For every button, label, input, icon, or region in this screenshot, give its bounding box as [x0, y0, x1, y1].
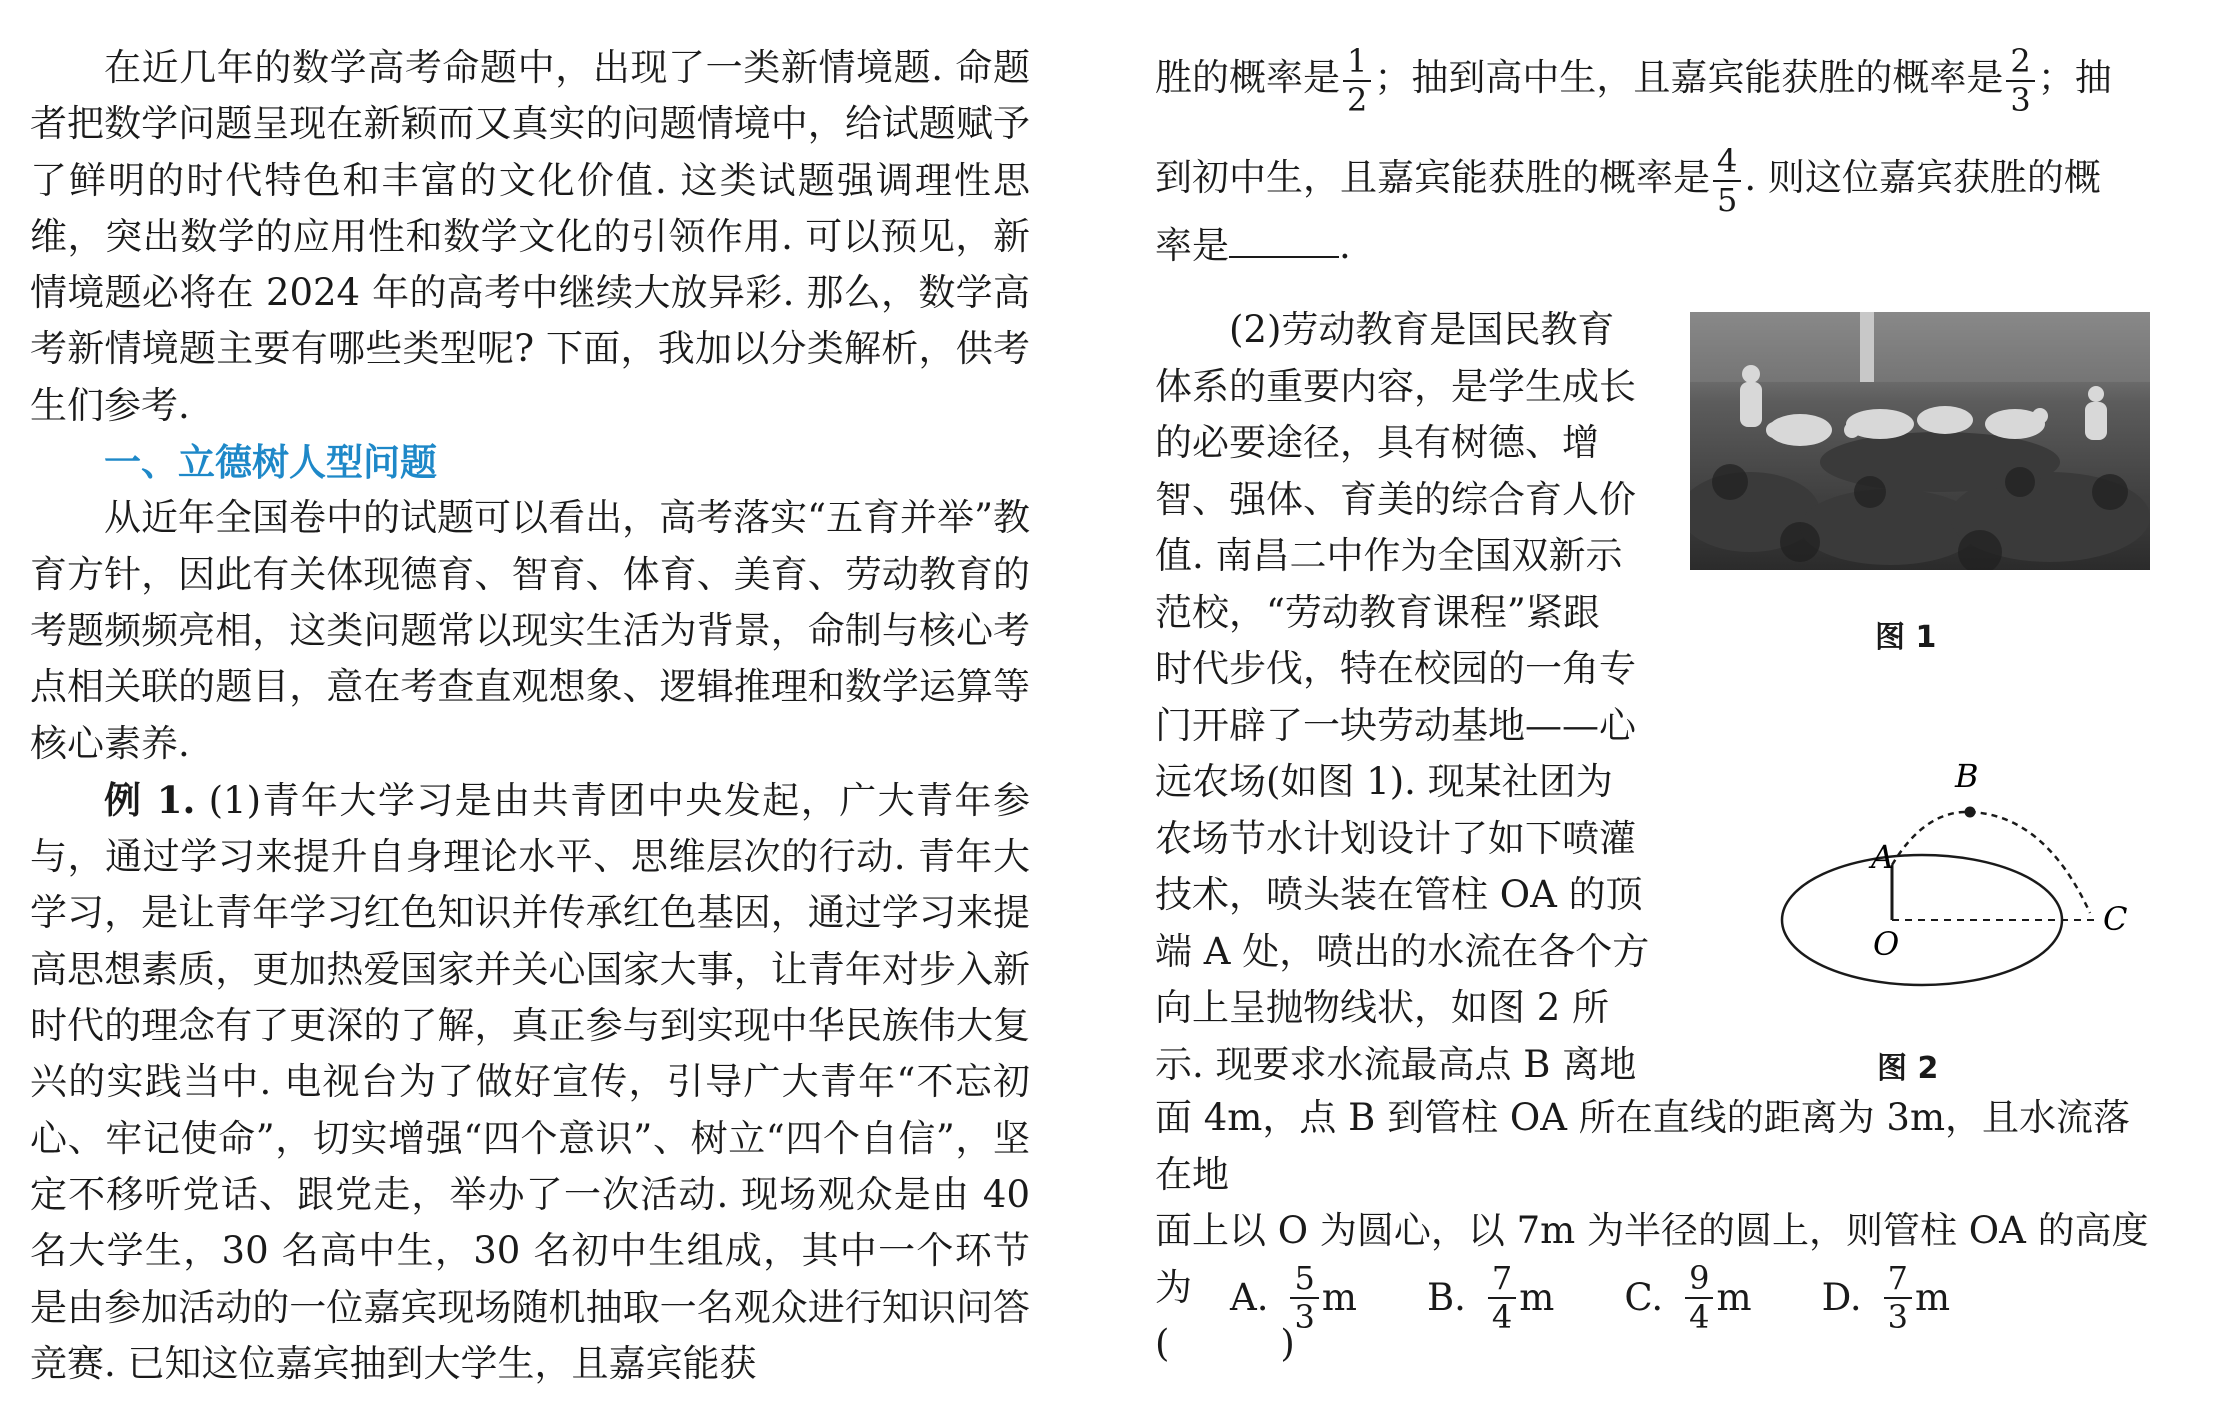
wrap-line: 远农场(如图 1). 现某社团为 [1155, 760, 1613, 803]
figure1-caption: 图 1 [1875, 620, 1937, 655]
example-text: (1)青年大学习是由共青团中央发起，广大青年参与，通过学习来提升自身理论水平、思维层次的行动. 青年大学习，是让青年学习红色知识并传承红色基因，通过学习来提高思想素质，更加热爱国家并关心国家大事，让青年对步入新时代的理念有了更深的了解，真正参与到实现中华民族伟大复兴的实践当中. 电视台为了做好宣传，引导广大青年“不忘初心、牢记使命”，切实增强“四个意识”、树立“四个自信”，坚定不移听党话、跟党走，举办了一次活动. 现场观众是由 40 名大学生，30 名高中生，30 名初中生组成，其中一个环节是由参加活动的一位嘉宾现场随机抽取一名观众进行知识问答竞赛. 已知这位嘉宾抽到大学生，且嘉宾能获 [30, 778, 1030, 1385]
left-column [30, 40, 1030, 1392]
intro-paragraph: 在近几年的数学高考命题中，出现了一类新情境题. 命题者把数学问题呈现在新颖而又真实的问题情境中，给试题赋予了鲜明的时代特色和丰富的文化价值. 这类试题强调理性思维，突出数学的应用性和数学文化的引领作用. 可以预见，新情境题必将在 2024 年的高考中继续大放异彩. 那么，数学高考新情境题主要有哪些类型呢? 下面，我加以分类解析，供考生们参考. [30, 46, 1030, 427]
wrap-line: 门开辟了一块劳动基地——心 [1155, 703, 1636, 747]
fraction-denominator: 5 [1717, 180, 1738, 219]
point-b-dot [1965, 807, 1976, 818]
label-a: A [1871, 838, 1895, 876]
option-label: D. [1821, 1276, 1862, 1320]
option-label: A. [1230, 1276, 1269, 1320]
option-unit: m [1321, 1276, 1357, 1320]
option-b[interactable] [1427, 1260, 1554, 1336]
answer-options [1230, 1260, 2130, 1336]
label-c: C [2103, 900, 2128, 938]
fraction-denominator: 2 [1347, 80, 1368, 119]
option-label: C. [1624, 1276, 1664, 1320]
label-o: O [1873, 925, 1900, 963]
full-line: ( ) [1155, 1322, 1295, 1365]
text-run: 到初中生，且嘉宾能获胜的概率是 [1155, 156, 1710, 199]
wrap-line: 体系的重要内容，是学生成长 [1155, 364, 1636, 408]
option-c[interactable] [1624, 1260, 1751, 1336]
figure2-diagram [1685, 715, 2165, 1035]
figure1-photo [1690, 312, 2150, 570]
wrap-line: 端 A 处，喷出的水流在各个方 [1155, 929, 1650, 973]
wrap-line: 向上呈抛物线状，如图 2 所 [1155, 986, 1610, 1029]
section-heading: 一、立德树人型问题 [104, 440, 437, 485]
wrap-line: 的必要途径，具有树德、增 [1155, 421, 1599, 464]
wrap-line: 智、强体、育美的综合育人价 [1155, 477, 1636, 521]
example-paragraph [30, 772, 1030, 1392]
fraction-denominator: 3 [1294, 1297, 1315, 1336]
label-b: B [1955, 757, 1979, 795]
wrap-line: 值. 南昌二中作为全国双新示 [1155, 534, 1623, 577]
fraction-numerator: 9 [1685, 1260, 1713, 1299]
text-run: 胜的概率是 [1155, 56, 1340, 99]
fraction-numerator: 1 [1343, 43, 1371, 82]
fraction-denominator: 4 [1689, 1297, 1710, 1336]
figure2-caption: 图 2 [1877, 1051, 1939, 1086]
option-fraction [1685, 1260, 1713, 1336]
option-fraction [1884, 1260, 1912, 1336]
fraction-numerator: 7 [1884, 1260, 1912, 1299]
question1-line2 [1155, 128, 2155, 228]
fraction-denominator: 4 [1491, 1297, 1513, 1336]
text-run: . 则这位嘉宾获胜的概 [1744, 156, 2101, 199]
farm-photo-image [1690, 312, 2150, 570]
fraction-one-half [1343, 43, 1371, 119]
sprinkler-diagram [1685, 715, 2165, 1035]
fraction-numerator: 7 [1488, 1260, 1516, 1299]
wrap-line: 技术，喷头装在管柱 OA 的顶 [1155, 873, 1643, 916]
option-unit: m [1915, 1276, 1951, 1320]
option-fraction [1488, 1260, 1516, 1336]
wrap-line: 示. 现要求水流最高点 B 离地 [1155, 1042, 1637, 1086]
question1-line1 [1155, 28, 2155, 128]
question1-continuation [1155, 40, 2155, 274]
fraction-two-thirds [2006, 43, 2034, 119]
option-fraction [1290, 1260, 1318, 1336]
text-run: 率是 [1155, 224, 1229, 267]
fraction-numerator: 2 [2006, 43, 2034, 82]
answer-blank [1229, 226, 1339, 258]
wrap-line: 农场节水计划设计了如下喷灌 [1155, 816, 1636, 860]
fraction-denominator: 3 [2010, 80, 2031, 119]
option-d[interactable] [1822, 1260, 1951, 1336]
full-line: 面上以 O 为圆心，以 7m 为半径的圆上，则管柱 OA 的高度为 [1155, 1209, 2149, 1309]
text-run: . [1339, 224, 1351, 267]
fraction-denominator: 3 [1887, 1297, 1909, 1336]
section-paragraph: 从近年全国卷中的试题可以看出，高考落实“五育并举”教育方针，因此有关体现德育、智育、体育、美育、劳动教育的考题频频亮相，这类问题常以现实生活为背景，命制与核心考点相关联的题目，意在考查直观想象、逻辑推理和数学运算等核心素养. [30, 496, 1030, 765]
fraction-numerator: 5 [1290, 1260, 1318, 1299]
text-run: ；抽 [2037, 56, 2112, 99]
fraction-numerator: 4 [1713, 143, 1741, 182]
example-label: 例 1. [104, 777, 196, 822]
option-unit: m [1519, 1276, 1555, 1320]
wrap-line: (2)劳动教育是国民教育 [1229, 308, 1615, 351]
full-line: 面 4m，点 B 到管柱 OA 所在直线的距离为 3m，且水流落在地 [1155, 1096, 2131, 1196]
wrap-line: 时代步伐，特在校园的一角专 [1155, 647, 1636, 690]
question2-wrapped-text [1155, 302, 1655, 1093]
option-label: B. [1426, 1276, 1466, 1320]
fraction-four-fifths [1713, 143, 1741, 219]
option-unit: m [1716, 1276, 1752, 1320]
wrap-line: 范校，“劳动教育课程”紧跟 [1155, 590, 1600, 634]
option-a[interactable] [1230, 1260, 1357, 1336]
text-run: ；抽到高中生，且嘉宾能获胜的概率是 [1374, 56, 2004, 99]
